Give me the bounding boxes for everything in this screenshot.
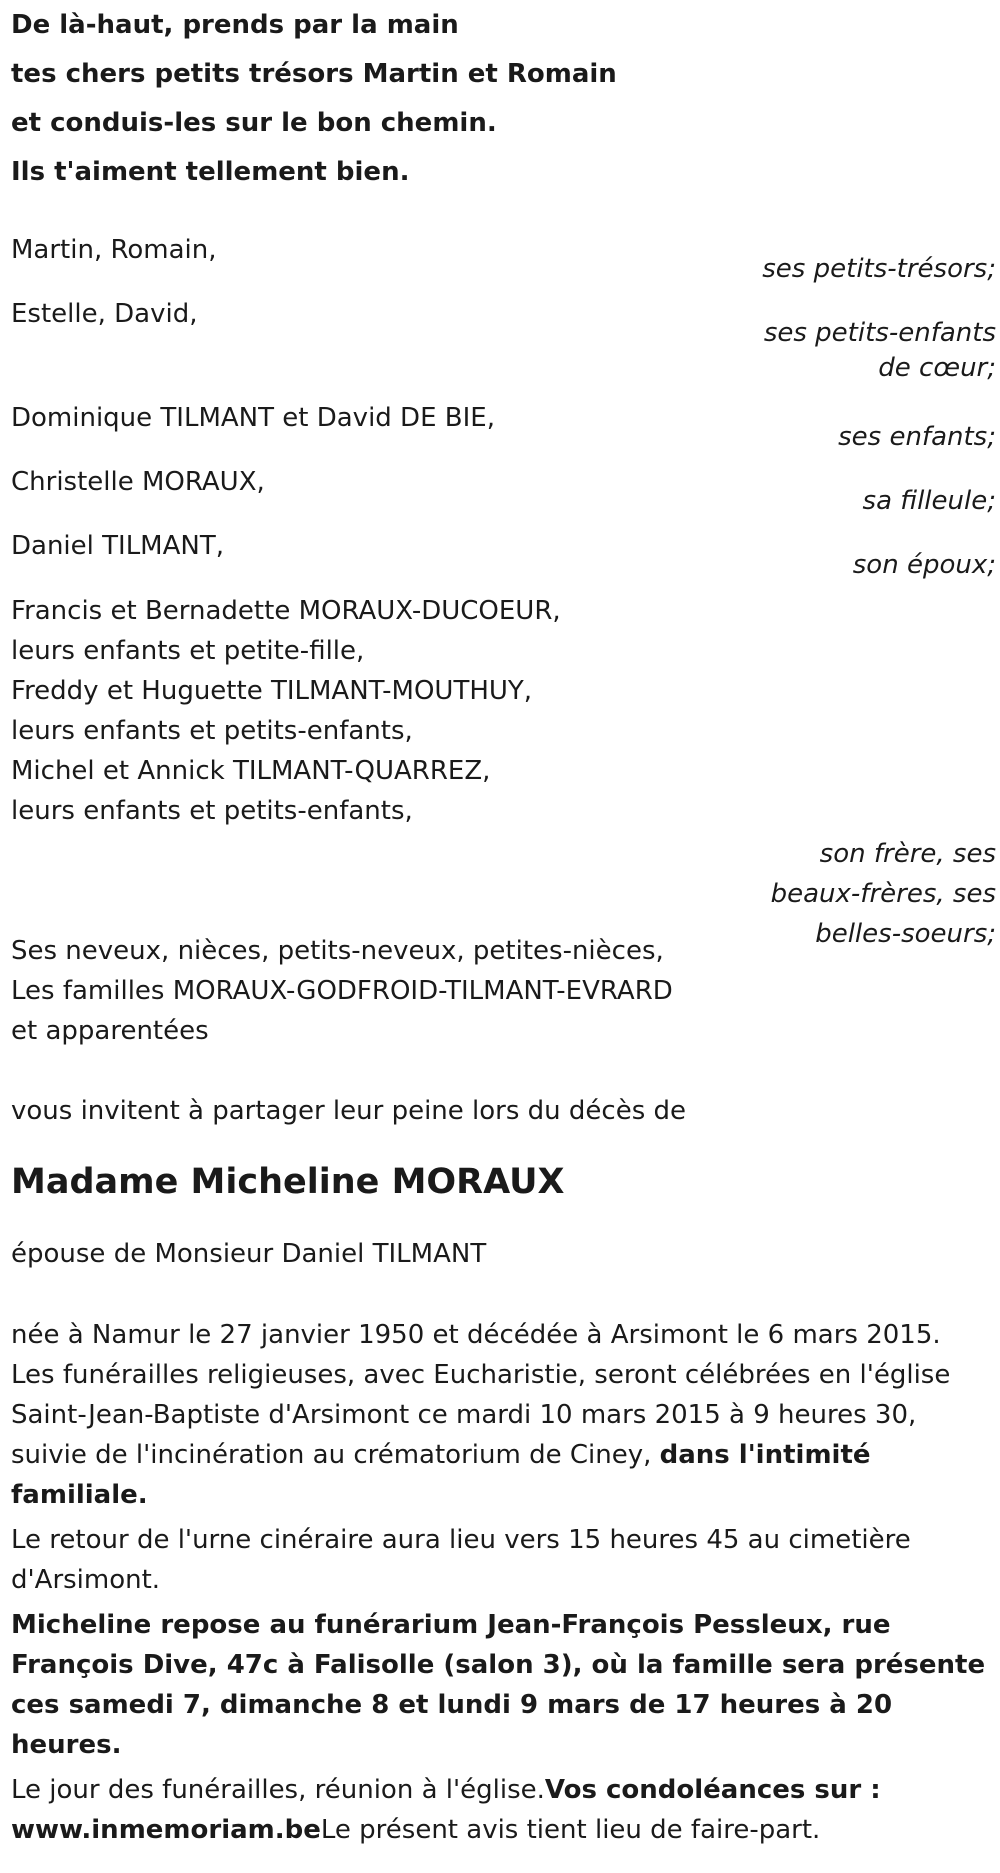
relation-line: sa filleule;: [862, 486, 996, 516]
viewing-text: Micheline repose au funérarium Jean-François Pessleux, rue François Dive, 47c à Falisolle (salon 3), où la famille sera présente ces samedi 7, dimanche 8 et lundi 9 mars de 17 heures à 20 heures.: [11, 1610, 986, 1760]
funeral-text: [11, 1355, 986, 1515]
poem-line: et conduis-les sur le bon chemin.: [11, 108, 497, 138]
family-group: [11, 230, 996, 294]
family-group: [11, 398, 996, 462]
family-group: [11, 526, 996, 591]
invitation-text: vous invitent à partager leur peine lors du décès de: [11, 1096, 687, 1126]
relation-line: son frère, ses: [819, 839, 996, 869]
family-relation: [863, 484, 996, 519]
urn-text: Le retour de l'urne cinéraire aura lieu vers 15 heures 45 au cimetière d'Arsimont.: [11, 1525, 911, 1595]
relation-line: belles-soeurs;: [815, 919, 996, 949]
family-names: Dominique TILMANT et David DE BIE,: [11, 403, 495, 433]
family-names: Estelle, David,: [11, 299, 198, 329]
extended-line: Les familles MORAUX-GODFROID-TILMANT-EVRARD: [11, 976, 673, 1006]
poem-line: Ils t'aiment tellement bien.: [11, 157, 410, 187]
name-line: leurs enfants et petite-fille,: [11, 636, 365, 666]
relation-line: ses petits-enfants: [763, 318, 996, 348]
name-line: Michel et Annick TILMANT-QUARREZ,: [11, 756, 491, 786]
relation-line: ses enfants;: [838, 422, 996, 452]
condolences-link[interactable]: Vos condoléances sur : www.inmemoriam.be: [11, 1775, 881, 1845]
funeral-details: Les funérailles religieuses, avec Eucharistie, seront célébrées en l'église Saint-Jean-Baptiste d'Arsimont ce mardi 10 mars 2015 à 9 heures 30, suivie de l'incinération au crématorium de Ciney,: [11, 1360, 951, 1470]
name-line: Freddy et Huguette TILMANT-MOUTHUY,: [11, 676, 533, 706]
poem-line: tes chers petits trésors Martin et Romain: [11, 59, 617, 89]
name-line: Francis et Bernadette MORAUX-DUCOEUR,: [11, 596, 561, 626]
family-names: Daniel TILMANT,: [11, 531, 224, 561]
spouse-text: épouse de Monsieur Daniel TILMANT: [11, 1239, 487, 1269]
family-relation: [838, 420, 996, 455]
poem-line: De là-haut, prends par la main: [11, 10, 459, 40]
name-line: leurs enfants et petits-enfants,: [11, 796, 413, 826]
deceased-name: Madame Micheline MORAUX: [11, 1162, 565, 1202]
family-relation: [771, 834, 996, 954]
funeral-intimacy: dans l'intimité familiale.: [11, 1440, 871, 1510]
birth-death-text: née à Namur le 27 janvier 1950 et décédée à Arsimont le 6 mars 2015.: [11, 1320, 941, 1350]
family-names: [11, 591, 996, 831]
family-group: [11, 591, 996, 949]
family-relation: [764, 316, 996, 386]
notice-text: Le présent avis tient lieu de faire-part.: [320, 1815, 821, 1845]
extended-line: Ses neveux, nièces, petits-neveux, petites-nièces,: [11, 936, 664, 966]
relation-line: ses petits-trésors;: [762, 254, 996, 284]
closing-text: [11, 1770, 911, 1850]
meeting-text: Le jour des funérailles, réunion à l'église.: [11, 1775, 545, 1805]
family-names: Martin, Romain,: [11, 235, 217, 265]
death-notice: [11, 0, 996, 1850]
relation-line: son époux;: [852, 550, 996, 580]
family-names: Christelle MORAUX,: [11, 467, 265, 497]
family-relation: [762, 252, 996, 287]
relation-line: beaux-frères, ses: [770, 879, 996, 909]
family-group: [11, 462, 996, 526]
relation-line: de cœur;: [878, 353, 996, 383]
family-relation: [853, 548, 996, 583]
extended-line: et apparentées: [11, 1016, 209, 1046]
poem: [11, 0, 996, 197]
name-line: leurs enfants et petits-enfants,: [11, 716, 413, 746]
family-group: [11, 294, 996, 398]
